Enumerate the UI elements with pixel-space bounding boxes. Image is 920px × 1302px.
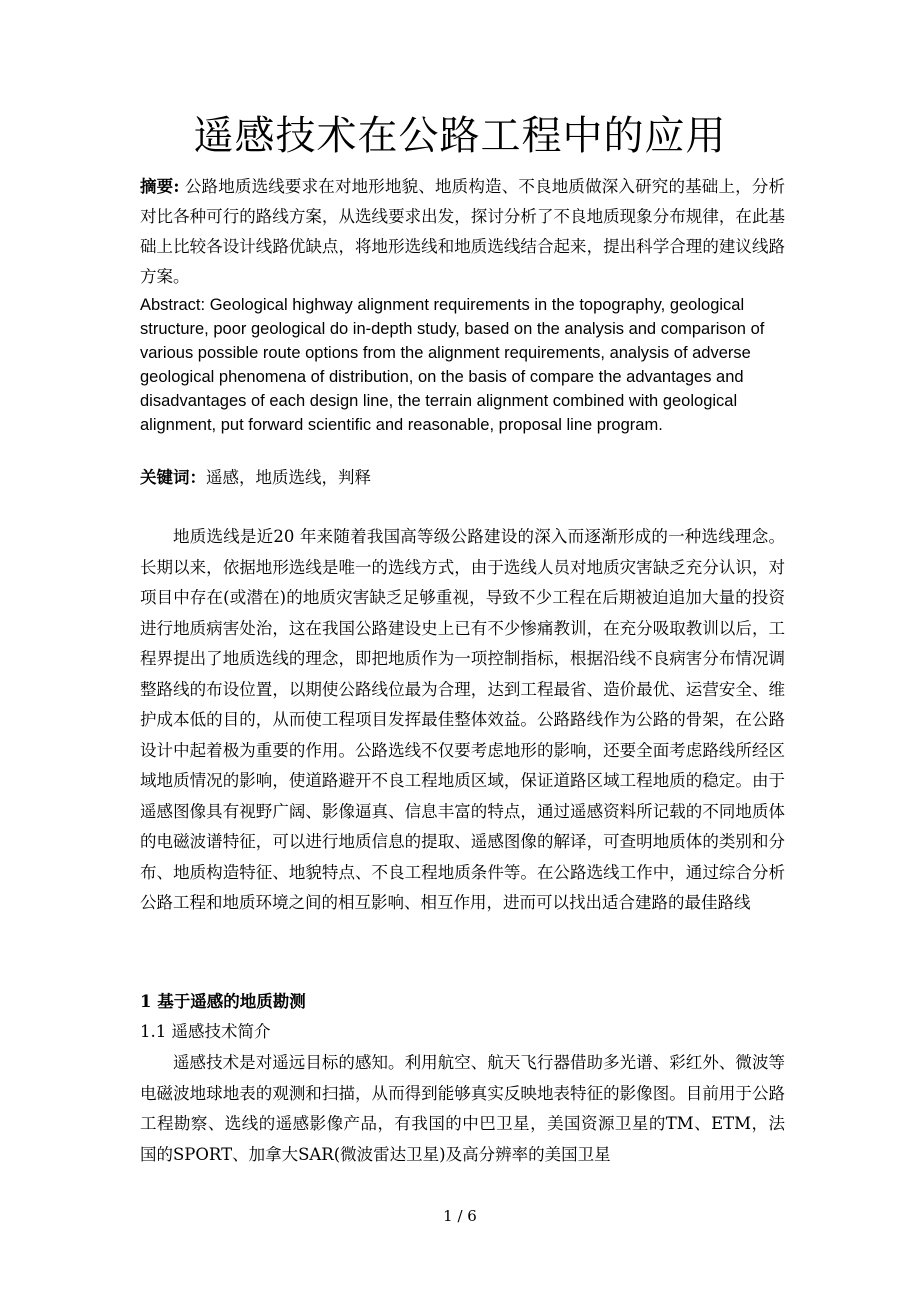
document-title: 遥感技术在公路工程中的应用: [193, 113, 727, 159]
abstract-english: Abstract: Geological highway alignment requirements in the topography, geological structure, poor geological do in-depth study, based on the analysis and comparison of various possible route options from the alignment requirements, analysis of adverse geological phenomena of distribution, on the basis of compare the advantages and disadvantages of each design line, the terrain alignment combined with geological alignment, put forward scientific and reasonable, proposal line program.: [140, 296, 765, 434]
abstract-label: 摘要:: [140, 177, 180, 196]
section-heading: 1 基于遥感的地质勘测: [140, 992, 306, 1011]
keywords: [140, 463, 785, 493]
intro-paragraph: 地质选线是近20 年来随着我国高等级公路建设的深入而逐渐形成的一种选线理念。长期以来，依据地形选线是唯一的选线方式，由于选线人员对地质灾害缺乏充分认识，对项目中存在(或潜在)的地质灾害缺乏足够重视，导致不少工程在后期被迫追加大量的投资进行地质病害处治，这在我国公路建设史上已有不少惨痛教训，在充分吸取教训以后，工程界提出了地质选线的理念，即把地质作为一项控制指标，根据沿线不良病害分布情况调整路线的布设位置，以期使公路线位最为合理，达到工程最省、造价最优、运营安全、维护成本低的目的，从而使工程项目发挥最佳整体效益。公路路线作为公路的骨架，在公路设计中起着极为重要的作用。公路选线不仅要考虑地形的影响，还要全面考虑路线所经区域地质情况的影响，使道路避开不良工程地质区域，保证道路区域工程地质的稳定。由于遥感图像具有视野广阔、影像逼真、信息丰富的特点，通过遥感资料所记载的不同地质体的电磁波谱特征，可以进行地质信息的提取、遥感图像的解译，可查明地质体的类别和分布、地质构造特征、地貌特点、不良工程地质条件等。在公路选线工作中，通过综合分析公路工程和地质环境之间的相互影响、相互作用，进而可以找出适合建路的最佳路线: [140, 527, 785, 912]
abstract-chinese: [140, 172, 785, 292]
section-paragraph: 遥感技术是对遥远目标的感知。利用航空、航天飞行器借助多光谱、彩红外、微波等电磁波地球地表的观测和扫描，从而得到能够真实反映地表特征的影像图。目前用于公路工程勘察、选线的遥感影像产品，有我国的中巴卫星，美国资源卫星的TM、ETM，法国的SPORT、加拿大SAR(微波雷达卫星)及高分辨率的美国卫星: [140, 1053, 785, 1164]
abstract-chinese-text: 公路地质选线要求在对地形地貌、地质构造、不良地质做深入研究的基础上，分析对比各种可行的路线方案，从选线要求出发，探讨分析了不良地质现象分布规律，在此基础上比较各设计线路优缺点，将地形选线和地质选线结合起来，提出科学合理的建议线路方案。: [140, 177, 786, 286]
keywords-text: 遥感，地质选线，判释: [206, 468, 371, 487]
subsection-heading: 1.1 遥感技术简介: [140, 1022, 271, 1041]
keywords-label: 关键词：: [140, 468, 206, 487]
page-number: 1 / 6: [443, 1207, 477, 1225]
